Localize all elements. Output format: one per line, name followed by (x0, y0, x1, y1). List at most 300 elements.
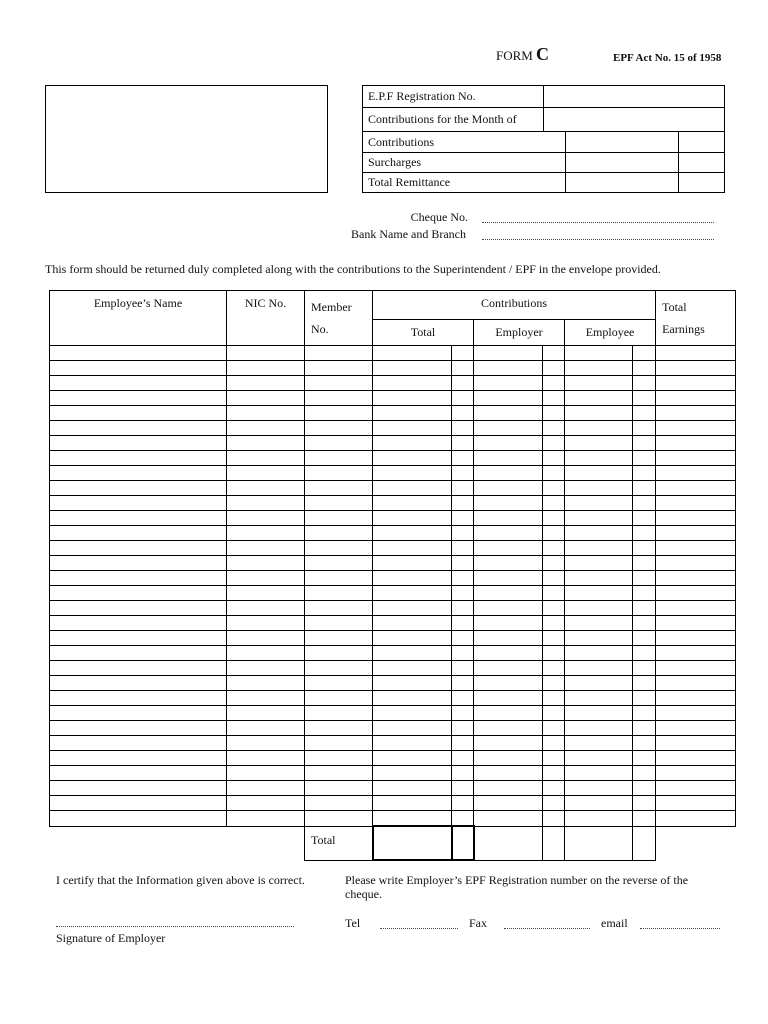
cell-total-cents[interactable] (452, 451, 474, 466)
cell-employee-cents[interactable] (633, 646, 656, 661)
cell-total-earnings[interactable] (656, 496, 736, 511)
cell-employee-cents[interactable] (633, 661, 656, 676)
cell-total[interactable] (373, 796, 452, 811)
cell-employee-cents[interactable] (633, 481, 656, 496)
cell-total-earnings[interactable] (656, 541, 736, 556)
cell-employee-name[interactable] (50, 796, 227, 811)
cell-employee[interactable] (565, 736, 633, 751)
cell-employer-cents[interactable] (543, 811, 565, 827)
cell-employer-cents[interactable] (543, 496, 565, 511)
cell-employee[interactable] (565, 406, 633, 421)
cell-employee[interactable] (565, 586, 633, 601)
cell-employee[interactable] (565, 601, 633, 616)
cell-employee[interactable] (565, 466, 633, 481)
cell-employee[interactable] (565, 391, 633, 406)
cell-employee-cents[interactable] (633, 391, 656, 406)
cell-employee-name[interactable] (50, 541, 227, 556)
cell-total-cents[interactable] (452, 526, 474, 541)
cell-employer-cents[interactable] (543, 481, 565, 496)
cell-member-no[interactable] (305, 721, 373, 736)
cell-member-no[interactable] (305, 391, 373, 406)
cell-employer[interactable] (474, 751, 543, 766)
cell-employee-cents[interactable] (633, 511, 656, 526)
total-employer-cents-field[interactable] (543, 826, 565, 860)
cell-employer[interactable] (474, 376, 543, 391)
cell-employer[interactable] (474, 766, 543, 781)
cell-employee-name[interactable] (50, 661, 227, 676)
cell-employee[interactable] (565, 781, 633, 796)
cell-total[interactable] (373, 376, 452, 391)
cell-total-cents[interactable] (452, 676, 474, 691)
cell-member-no[interactable] (305, 646, 373, 661)
cell-nic[interactable] (227, 436, 305, 451)
cell-total[interactable] (373, 346, 452, 361)
cell-nic[interactable] (227, 346, 305, 361)
cell-nic[interactable] (227, 646, 305, 661)
cell-nic[interactable] (227, 781, 305, 796)
cell-employee-cents[interactable] (633, 781, 656, 796)
cell-total-cents[interactable] (452, 466, 474, 481)
cell-employer[interactable] (474, 556, 543, 571)
cell-nic[interactable] (227, 511, 305, 526)
cell-employer-cents[interactable] (543, 406, 565, 421)
cell-employee[interactable] (565, 751, 633, 766)
total-employee-cents-field[interactable] (633, 826, 656, 860)
cell-employer[interactable] (474, 406, 543, 421)
cell-employee-cents[interactable] (633, 631, 656, 646)
cell-total-cents[interactable] (452, 391, 474, 406)
cell-total[interactable] (373, 406, 452, 421)
cell-total-cents[interactable] (452, 631, 474, 646)
cell-employee-name[interactable] (50, 496, 227, 511)
cell-total-earnings[interactable] (656, 391, 736, 406)
cell-employee-cents[interactable] (633, 751, 656, 766)
cell-nic[interactable] (227, 661, 305, 676)
cell-total[interactable] (373, 541, 452, 556)
cell-employee-name[interactable] (50, 586, 227, 601)
cell-employee[interactable] (565, 346, 633, 361)
cell-employee[interactable] (565, 661, 633, 676)
cell-employee-cents[interactable] (633, 796, 656, 811)
cell-employer-cents[interactable] (543, 391, 565, 406)
cell-employer-cents[interactable] (543, 541, 565, 556)
cell-member-no[interactable] (305, 796, 373, 811)
cell-total[interactable] (373, 571, 452, 586)
cell-employer-cents[interactable] (543, 436, 565, 451)
cell-employee[interactable] (565, 376, 633, 391)
cell-total-earnings[interactable] (656, 451, 736, 466)
cell-total-earnings[interactable] (656, 406, 736, 421)
cell-employee-cents[interactable] (633, 601, 656, 616)
cell-total-cents[interactable] (452, 736, 474, 751)
cell-nic[interactable] (227, 496, 305, 511)
signature-field[interactable] (56, 926, 294, 927)
cell-member-no[interactable] (305, 751, 373, 766)
cell-employee-cents[interactable] (633, 571, 656, 586)
cell-employee-name[interactable] (50, 391, 227, 406)
cell-member-no[interactable] (305, 766, 373, 781)
cell-total-cents[interactable] (452, 691, 474, 706)
cell-employee[interactable] (565, 676, 633, 691)
cell-total[interactable] (373, 781, 452, 796)
cell-employer[interactable] (474, 466, 543, 481)
employer-address-box[interactable] (45, 85, 328, 193)
cell-employer[interactable] (474, 631, 543, 646)
cell-employee[interactable] (565, 496, 633, 511)
cell-employer[interactable] (474, 706, 543, 721)
cell-employee[interactable] (565, 511, 633, 526)
cell-employer[interactable] (474, 436, 543, 451)
cell-employee[interactable] (565, 646, 633, 661)
cell-employee-cents[interactable] (633, 361, 656, 376)
cell-employee[interactable] (565, 361, 633, 376)
cell-nic[interactable] (227, 616, 305, 631)
cell-total-earnings[interactable] (656, 421, 736, 436)
cell-total-earnings[interactable] (656, 616, 736, 631)
cell-employee-name[interactable] (50, 601, 227, 616)
cell-employer-cents[interactable] (543, 646, 565, 661)
cell-total[interactable] (373, 586, 452, 601)
cell-total-cents[interactable] (452, 811, 474, 827)
cell-employee-name[interactable] (50, 646, 227, 661)
cell-employee-name[interactable] (50, 376, 227, 391)
total-employer-field[interactable] (474, 826, 543, 860)
cell-employee-cents[interactable] (633, 421, 656, 436)
cell-total-cents[interactable] (452, 556, 474, 571)
cell-employee-name[interactable] (50, 691, 227, 706)
cell-employee[interactable] (565, 796, 633, 811)
cell-total-cents[interactable] (452, 706, 474, 721)
cell-employee-name[interactable] (50, 811, 227, 827)
cell-employee-cents[interactable] (633, 346, 656, 361)
contributions-field[interactable] (566, 132, 679, 152)
cell-employee-name[interactable] (50, 781, 227, 796)
cell-employee-name[interactable] (50, 466, 227, 481)
cell-nic[interactable] (227, 466, 305, 481)
cell-employee-name[interactable] (50, 436, 227, 451)
cell-member-no[interactable] (305, 736, 373, 751)
cell-employer[interactable] (474, 781, 543, 796)
cell-total-earnings[interactable] (656, 526, 736, 541)
cell-employee-cents[interactable] (633, 526, 656, 541)
cell-employee-cents[interactable] (633, 736, 656, 751)
cell-total-cents[interactable] (452, 496, 474, 511)
cell-employee-name[interactable] (50, 526, 227, 541)
cell-employer[interactable] (474, 676, 543, 691)
cell-employer[interactable] (474, 691, 543, 706)
cell-employer[interactable] (474, 796, 543, 811)
cell-employee-name[interactable] (50, 421, 227, 436)
cell-employer[interactable] (474, 646, 543, 661)
cell-member-no[interactable] (305, 436, 373, 451)
cell-employer[interactable] (474, 511, 543, 526)
cell-employer-cents[interactable] (543, 736, 565, 751)
cell-total[interactable] (373, 811, 452, 827)
cell-total-earnings[interactable] (656, 481, 736, 496)
cell-total-earnings[interactable] (656, 811, 736, 827)
cell-total-earnings[interactable] (656, 376, 736, 391)
cell-employee-name[interactable] (50, 751, 227, 766)
cell-total-cents[interactable] (452, 421, 474, 436)
cell-member-no[interactable] (305, 526, 373, 541)
cell-employer-cents[interactable] (543, 796, 565, 811)
cell-nic[interactable] (227, 571, 305, 586)
cell-total-cents[interactable] (452, 661, 474, 676)
cell-nic[interactable] (227, 631, 305, 646)
cell-total-earnings[interactable] (656, 661, 736, 676)
cell-employee-name[interactable] (50, 676, 227, 691)
cell-total-earnings[interactable] (656, 676, 736, 691)
cell-employer-cents[interactable] (543, 661, 565, 676)
cell-employer-cents[interactable] (543, 421, 565, 436)
cell-employee-cents[interactable] (633, 706, 656, 721)
cell-total-earnings[interactable] (656, 706, 736, 721)
cell-employer-cents[interactable] (543, 586, 565, 601)
cell-total-earnings[interactable] (656, 571, 736, 586)
cell-employer-cents[interactable] (543, 571, 565, 586)
cell-member-no[interactable] (305, 496, 373, 511)
cell-member-no[interactable] (305, 406, 373, 421)
cell-nic[interactable] (227, 601, 305, 616)
tel-field[interactable] (380, 928, 458, 929)
cell-employee[interactable] (565, 541, 633, 556)
cell-employer[interactable] (474, 601, 543, 616)
cell-member-no[interactable] (305, 781, 373, 796)
cell-total[interactable] (373, 421, 452, 436)
cell-member-no[interactable] (305, 451, 373, 466)
total-employee-field[interactable] (565, 826, 633, 860)
cell-total[interactable] (373, 706, 452, 721)
cell-employee-cents[interactable] (633, 451, 656, 466)
cell-total-cents[interactable] (452, 781, 474, 796)
cell-employee[interactable] (565, 766, 633, 781)
cell-total-earnings[interactable] (656, 586, 736, 601)
cell-member-no[interactable] (305, 691, 373, 706)
contributions-cents-field[interactable] (679, 132, 725, 152)
cell-member-no[interactable] (305, 361, 373, 376)
cell-total[interactable] (373, 676, 452, 691)
cell-employer-cents[interactable] (543, 781, 565, 796)
cell-total-cents[interactable] (452, 346, 474, 361)
cell-total-earnings[interactable] (656, 556, 736, 571)
cell-employee[interactable] (565, 706, 633, 721)
cell-employer[interactable] (474, 541, 543, 556)
cell-member-no[interactable] (305, 631, 373, 646)
cell-nic[interactable] (227, 586, 305, 601)
cell-employer-cents[interactable] (543, 631, 565, 646)
cell-nic[interactable] (227, 706, 305, 721)
cell-employee[interactable] (565, 811, 633, 827)
cell-employee-cents[interactable] (633, 676, 656, 691)
cell-employee[interactable] (565, 631, 633, 646)
cell-total-earnings[interactable] (656, 736, 736, 751)
cell-total-cents[interactable] (452, 766, 474, 781)
cell-member-no[interactable] (305, 346, 373, 361)
cell-total[interactable] (373, 526, 452, 541)
cell-employer[interactable] (474, 811, 543, 827)
cell-employee-name[interactable] (50, 481, 227, 496)
cell-nic[interactable] (227, 751, 305, 766)
cell-employer[interactable] (474, 451, 543, 466)
cell-employer-cents[interactable] (543, 706, 565, 721)
cell-nic[interactable] (227, 421, 305, 436)
cell-total-earnings[interactable] (656, 466, 736, 481)
cell-nic[interactable] (227, 376, 305, 391)
cell-member-no[interactable] (305, 511, 373, 526)
cell-employer-cents[interactable] (543, 601, 565, 616)
cell-employee-name[interactable] (50, 721, 227, 736)
cell-employee-name[interactable] (50, 766, 227, 781)
cell-total-earnings[interactable] (656, 361, 736, 376)
cell-employer[interactable] (474, 661, 543, 676)
cell-employee[interactable] (565, 436, 633, 451)
cell-employer-cents[interactable] (543, 361, 565, 376)
cell-member-no[interactable] (305, 376, 373, 391)
cell-nic[interactable] (227, 556, 305, 571)
cell-employee-name[interactable] (50, 706, 227, 721)
cell-member-no[interactable] (305, 541, 373, 556)
cell-total[interactable] (373, 646, 452, 661)
cell-total-cents[interactable] (452, 796, 474, 811)
cell-employer[interactable] (474, 526, 543, 541)
cell-member-no[interactable] (305, 466, 373, 481)
cell-employee-cents[interactable] (633, 616, 656, 631)
cell-total[interactable] (373, 766, 452, 781)
cell-employer[interactable] (474, 346, 543, 361)
cell-employee-name[interactable] (50, 616, 227, 631)
surcharges-field[interactable] (566, 152, 679, 172)
cell-nic[interactable] (227, 481, 305, 496)
cell-employer-cents[interactable] (543, 526, 565, 541)
cell-employee-cents[interactable] (633, 436, 656, 451)
cell-employer[interactable] (474, 721, 543, 736)
cell-employer-cents[interactable] (543, 676, 565, 691)
cell-total-earnings[interactable] (656, 766, 736, 781)
cell-total-earnings[interactable] (656, 601, 736, 616)
cell-employer-cents[interactable] (543, 556, 565, 571)
cell-employee[interactable] (565, 691, 633, 706)
cell-employer[interactable] (474, 616, 543, 631)
cell-total-cents[interactable] (452, 406, 474, 421)
cell-employee-name[interactable] (50, 451, 227, 466)
cell-employer-cents[interactable] (543, 691, 565, 706)
cell-employee[interactable] (565, 481, 633, 496)
cell-employee-cents[interactable] (633, 811, 656, 827)
cell-member-no[interactable] (305, 616, 373, 631)
cell-employee-cents[interactable] (633, 376, 656, 391)
cell-total-cents[interactable] (452, 361, 474, 376)
cell-employer[interactable] (474, 421, 543, 436)
cheque-field[interactable] (482, 222, 714, 223)
cell-total-cents[interactable] (452, 481, 474, 496)
cell-total-earnings[interactable] (656, 346, 736, 361)
cell-employee-cents[interactable] (633, 556, 656, 571)
cell-nic[interactable] (227, 796, 305, 811)
cell-employee-name[interactable] (50, 631, 227, 646)
cell-employee[interactable] (565, 556, 633, 571)
cell-nic[interactable] (227, 736, 305, 751)
cell-employer[interactable] (474, 481, 543, 496)
cell-total-earnings[interactable] (656, 781, 736, 796)
cell-employer[interactable] (474, 736, 543, 751)
cell-total[interactable] (373, 631, 452, 646)
fax-field[interactable] (504, 928, 590, 929)
cell-nic[interactable] (227, 451, 305, 466)
cell-total-cents[interactable] (452, 541, 474, 556)
total-sum-field[interactable] (373, 826, 452, 860)
cell-employer-cents[interactable] (543, 766, 565, 781)
cell-total-earnings[interactable] (656, 436, 736, 451)
cell-nic[interactable] (227, 541, 305, 556)
cell-employee-cents[interactable] (633, 466, 656, 481)
cell-employer-cents[interactable] (543, 751, 565, 766)
cell-total[interactable] (373, 661, 452, 676)
total-remittance-cents-field[interactable] (679, 172, 725, 192)
cell-employer[interactable] (474, 586, 543, 601)
cell-total[interactable] (373, 436, 452, 451)
cell-total-cents[interactable] (452, 601, 474, 616)
cell-nic[interactable] (227, 526, 305, 541)
cell-total-cents[interactable] (452, 586, 474, 601)
total-remittance-field[interactable] (566, 172, 679, 192)
cell-total-earnings[interactable] (656, 646, 736, 661)
cell-employer-cents[interactable] (543, 376, 565, 391)
cell-total-cents[interactable] (452, 511, 474, 526)
cell-employer[interactable] (474, 496, 543, 511)
cell-nic[interactable] (227, 766, 305, 781)
cell-employee-name[interactable] (50, 736, 227, 751)
cell-total[interactable] (373, 556, 452, 571)
cell-total[interactable] (373, 391, 452, 406)
cell-total-earnings[interactable] (656, 691, 736, 706)
cell-member-no[interactable] (305, 556, 373, 571)
contrib-month-field[interactable] (544, 108, 725, 132)
surcharges-cents-field[interactable] (679, 152, 725, 172)
cell-total-cents[interactable] (452, 436, 474, 451)
cell-employee-cents[interactable] (633, 691, 656, 706)
cell-employee[interactable] (565, 421, 633, 436)
cell-total-cents[interactable] (452, 751, 474, 766)
cell-total-earnings[interactable] (656, 751, 736, 766)
cell-total[interactable] (373, 481, 452, 496)
cell-employer-cents[interactable] (543, 466, 565, 481)
cell-total-cents[interactable] (452, 376, 474, 391)
cell-employee-cents[interactable] (633, 586, 656, 601)
cell-total-cents[interactable] (452, 616, 474, 631)
cell-member-no[interactable] (305, 676, 373, 691)
cell-employee-cents[interactable] (633, 541, 656, 556)
cell-nic[interactable] (227, 676, 305, 691)
cell-employee-name[interactable] (50, 346, 227, 361)
cell-employee[interactable] (565, 451, 633, 466)
cell-total-earnings[interactable] (656, 721, 736, 736)
cell-member-no[interactable] (305, 571, 373, 586)
cell-employer-cents[interactable] (543, 616, 565, 631)
cell-total[interactable] (373, 451, 452, 466)
cell-nic[interactable] (227, 361, 305, 376)
cell-member-no[interactable] (305, 811, 373, 827)
total-sum-cents-field[interactable] (452, 826, 474, 860)
cell-employee[interactable] (565, 526, 633, 541)
cell-member-no[interactable] (305, 421, 373, 436)
cell-member-no[interactable] (305, 601, 373, 616)
cell-total[interactable] (373, 721, 452, 736)
cell-employer-cents[interactable] (543, 346, 565, 361)
cell-total[interactable] (373, 616, 452, 631)
email-field[interactable] (640, 928, 720, 929)
cell-member-no[interactable] (305, 481, 373, 496)
cell-total[interactable] (373, 691, 452, 706)
